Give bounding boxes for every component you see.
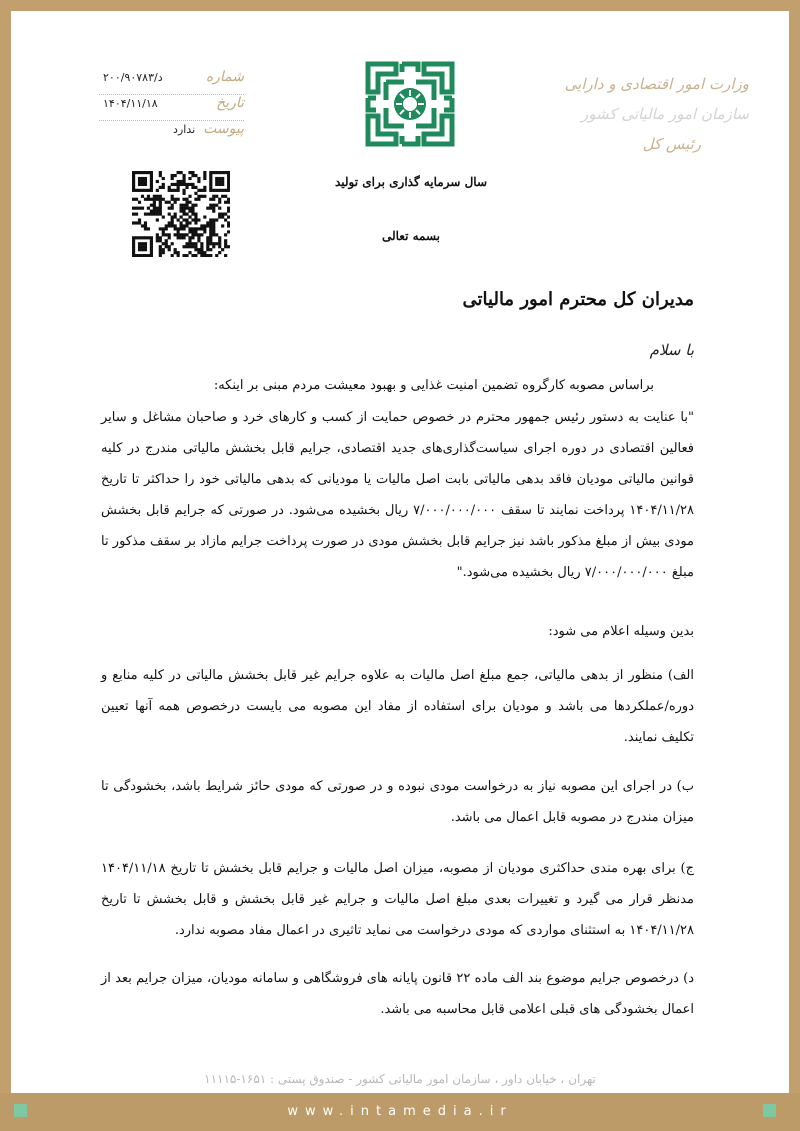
- bismillah: بسمه تعالی: [381, 229, 441, 243]
- number-label: شماره: [205, 69, 244, 85]
- number-row: [99, 69, 244, 95]
- footer-band: [0, 1093, 800, 1131]
- website-url: www.intamedia.ir: [287, 1104, 513, 1119]
- ministry-heading: [549, 69, 749, 159]
- paragraph-alef: الف) منظور از بدهی مالیاتی، جمع مبلغ اصل مالیات به علاوه جرایم غیر قابل بخشش مالیاتی در کلیه منابع و دوره/عملکردها می باشد و مودیان برای استفاده از مفاد این مصوبه می بایست درخصوص همه آنها تعیین تکلیف نمایند.: [101, 668, 694, 745]
- ministry-line: رئیس کل: [642, 135, 701, 153]
- date-row: [99, 95, 244, 121]
- ministry-line: سازمان امور مالیاتی کشور: [581, 105, 749, 123]
- footer-square-right: [763, 1104, 776, 1117]
- paragraph-quote: "با عنایت به دستور رئیس جمهور محترم در خصوص حمایت از کسب و کارهای خرد و صاحبان مشاغل و سایر فعالین اقتصادی در دوره اجرای سیاست‌گذاری‌های جدید اقتصادی، جرایم قابل بخشش مالیاتی مندرج در کلیه قوانین مالیاتی مودیان فاقد بدهی مالیاتی بابت اصل مالیات یا مودیانی که بدهی مالیاتی خود را حداکثر تا تاریخ ۱۴۰۴/۱۱/۲۸ پرداخت نمایند تا سقف ۷/۰۰۰/۰۰۰/۰۰۰ ریال بخشیده می‌شود. در صورتی که جرایم قابل بخشش مودی بیش از مبلغ مذکور باشد نیز جرایم قابل بخشش مودی در صورت پرداخت جرایم مازاد بر سقف مذکور تا مبلغ ۷/۰۰۰/۰۰۰/۰۰۰ ریال بخشیده می‌شود.": [101, 410, 695, 580]
- attachment-row: [99, 121, 244, 146]
- paragraph-intro: براساس مصوبه کارگروه تضمین امنیت غذایی و بهبود معیشت مردم مبنی بر اینکه:: [213, 378, 654, 393]
- greeting: با سلام: [649, 341, 694, 359]
- qr-code: [132, 171, 230, 257]
- year-slogan: سال سرمایه گذاری برای تولید: [334, 175, 487, 189]
- recipient-title: مدیران کل محترم امور مالیاتی: [462, 289, 694, 310]
- postal-address: تهران ، خیابان داور ، سازمان امور مالیاتی کشور - صندوق پستی : ۱۶۵۱-۱۱۱۱۵: [204, 1072, 596, 1086]
- paragraph-be: ب) در اجرای این مصوبه نیاز به درخواست مودی نبوده و در صورتی که مودی حائز شرایط باشد، بخشودگی تا میزان مندرج در مصوبه قابل اعمال می باشد.: [101, 779, 694, 825]
- number-value: د/۲۰۰/۹۰۷۸۳: [103, 71, 163, 84]
- date-value: ۱۴۰۴/۱۱/۱۸: [103, 97, 158, 110]
- paragraph-announcement: بدین وسیله اعلام می شود:: [548, 624, 694, 639]
- attachment-label: پیوست: [203, 121, 244, 137]
- paragraph-dal: د) درخصوص جرایم موضوع بند الف ماده ۲۲ قانون پایانه های فروشگاهی و سامانه مودیان، میزان جرایم بعد از اعمال بخشودگی های قبلی اعلامی قابل محاسبه می باشد.: [101, 971, 694, 1017]
- letter-metadata: [99, 69, 244, 146]
- attachment-value: ندارد: [173, 123, 196, 136]
- date-label: تاریخ: [216, 95, 244, 111]
- tax-organization-logo: [364, 60, 456, 148]
- ministry-line: وزارت امور اقتصادی و دارایی: [564, 75, 749, 93]
- paragraph-jim: ج) برای بهره مندی حداکثری مودیان از مصوبه، میزان اصل مالیات و جرایم قابل بخشش تا تاریخ ۱۴۰۴/۱۱/۱۸ مدنظر قرار می گیرد و تغییرات بعدی مبلغ اصل مالیات و جرایم غیر قابل بخشش و قابل بخشش تا تاریخ ۱۴۰۴/۱۱/۲۸ به استثنای مواردی که مودی درخواست می نماید تاثیری در اعمال مفاد مصوبه ندارد.: [101, 861, 694, 938]
